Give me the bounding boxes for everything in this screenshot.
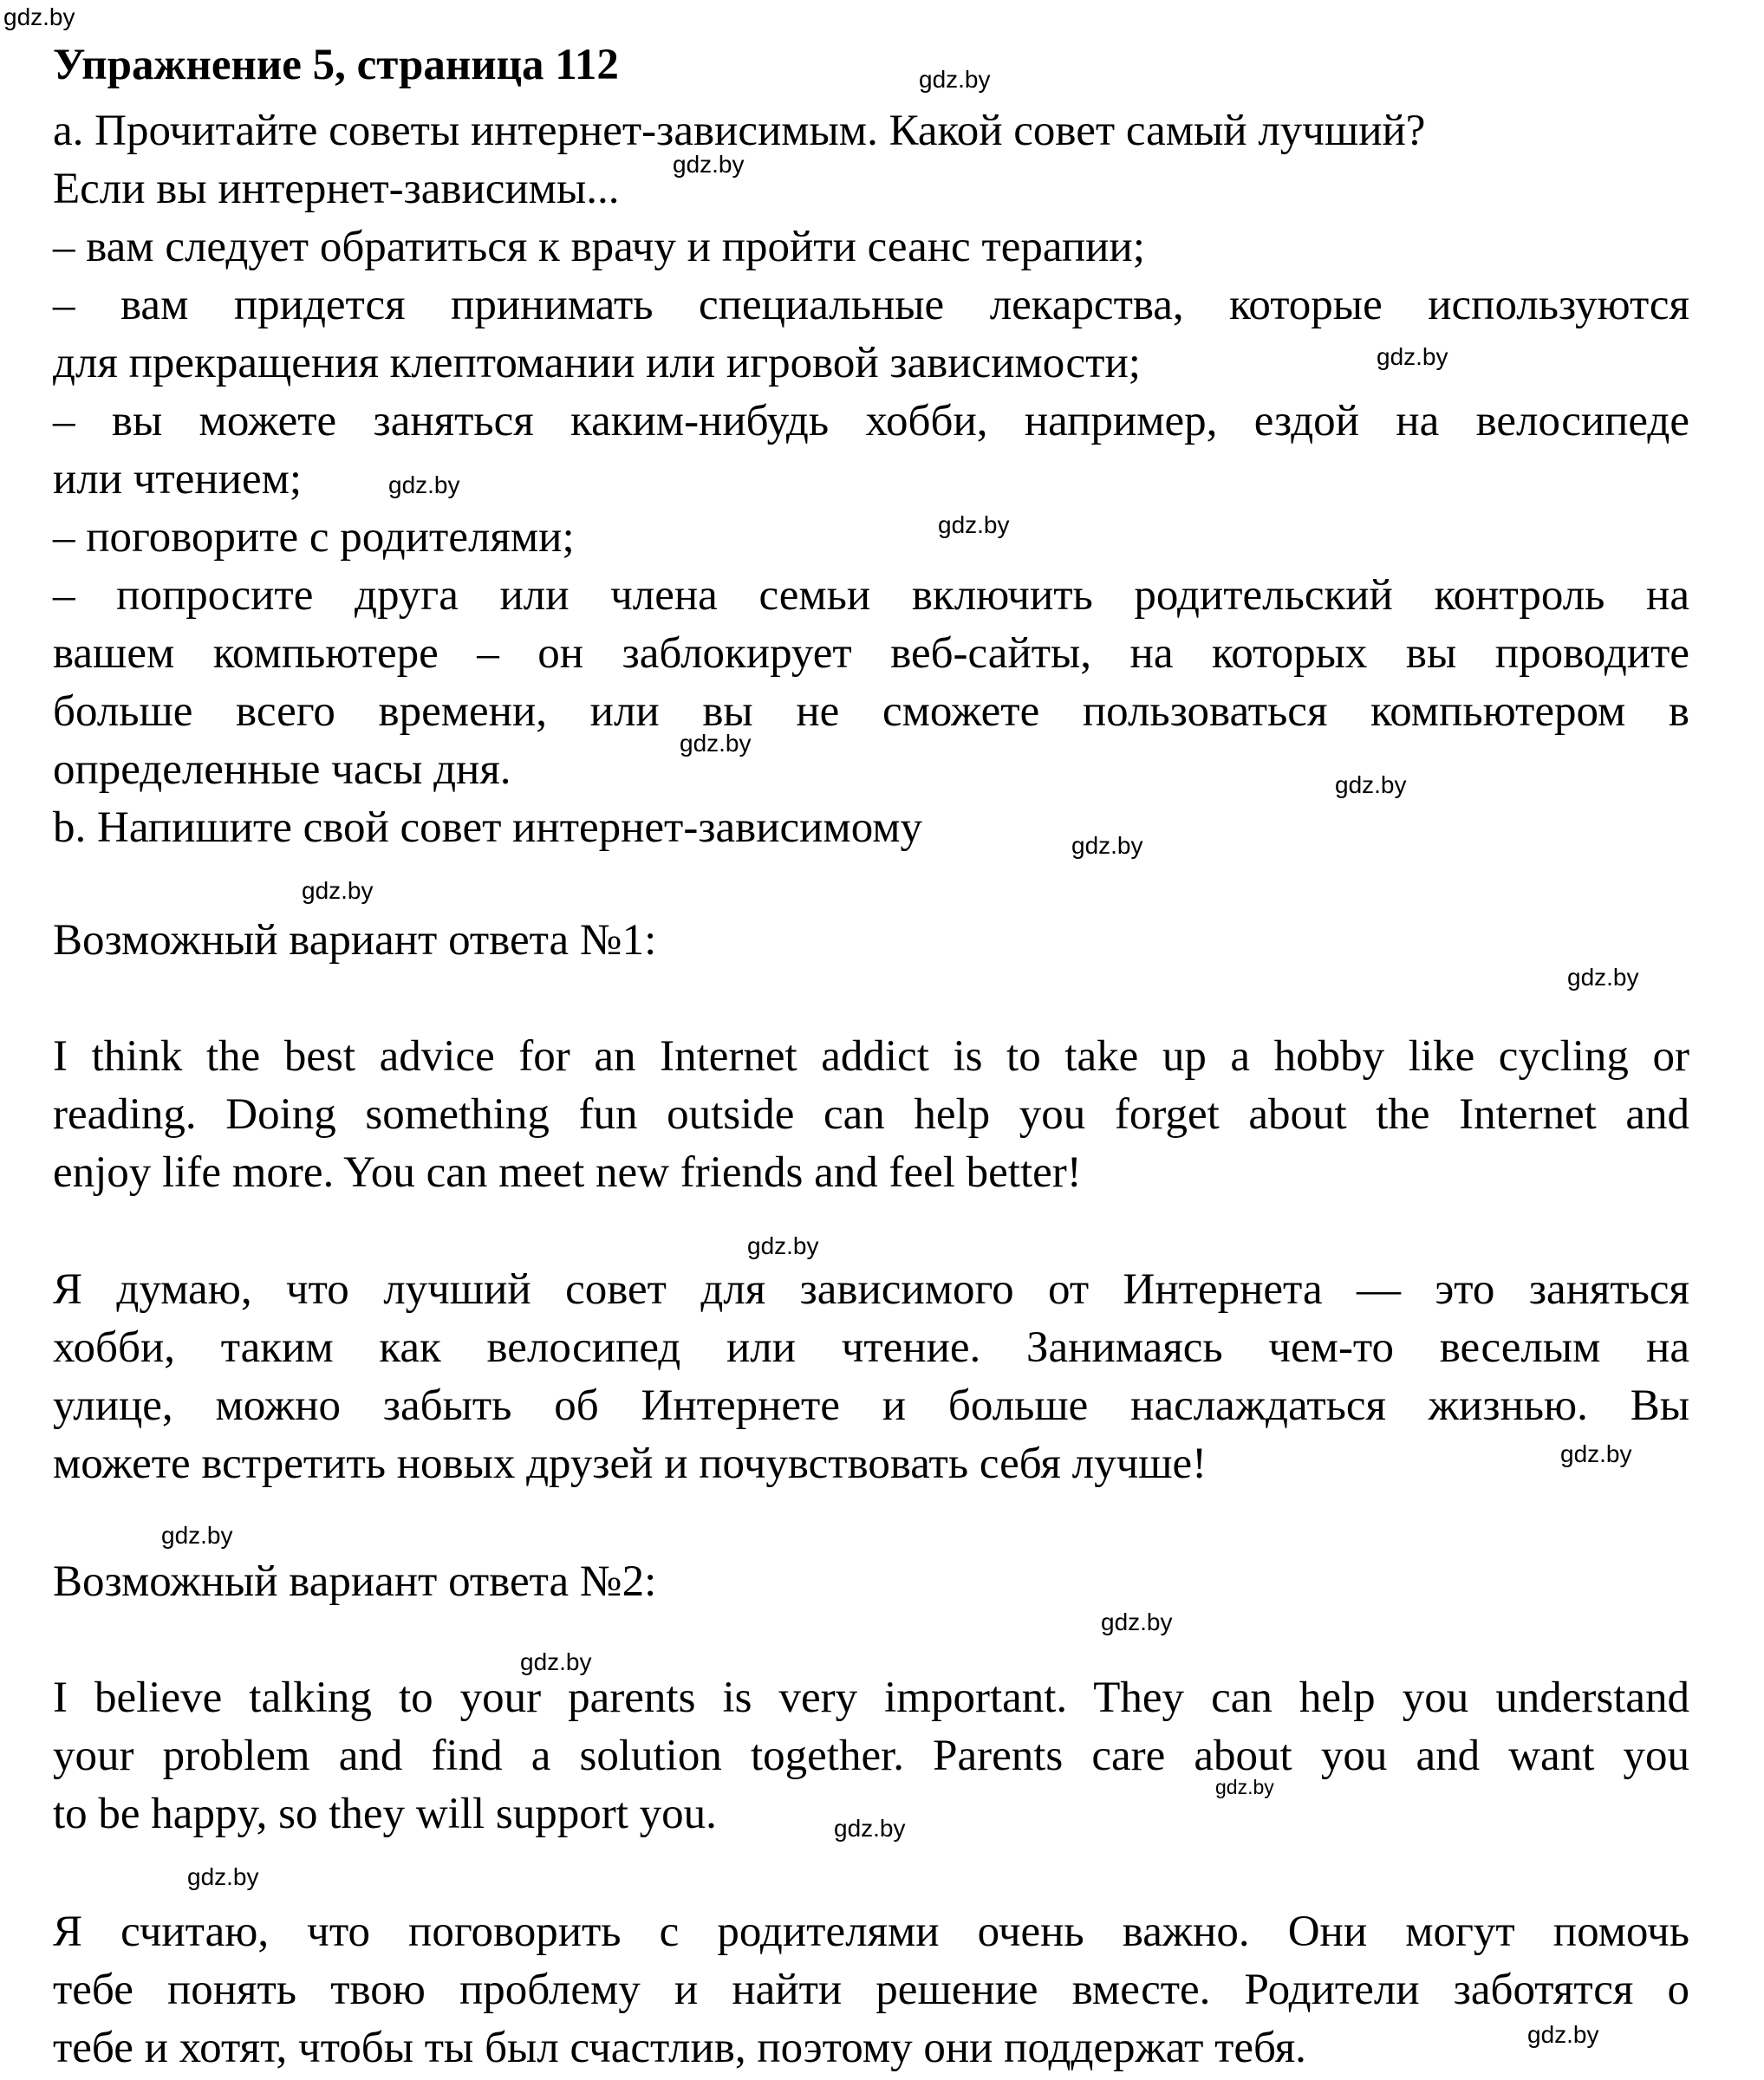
russian-line: тебе и хотят, чтобы ты был счастлив, поэтому они поддержат тебя. (53, 2024, 1306, 2072)
watermark: gdz.by (1560, 1440, 1632, 1467)
english-line: your problem and find a solution together. Parents care about you and want you (53, 1732, 1689, 1780)
advice-item: определенные часы дня. (53, 745, 511, 794)
watermark: gdz.by (1101, 1609, 1173, 1635)
russian-line: Я считаю, что поговорить с родителями очень важно. Они могут помочь (53, 1908, 1689, 1956)
english-line: I think the best advice for an Internet addict is to take up a hobby like cycling or (53, 1032, 1689, 1081)
answer-1-russian (53, 1261, 1689, 1493)
watermark: gdz.by (161, 1522, 233, 1549)
russian-line: тебе понять твою проблему и найти решение вместе. Родители заботятся о (53, 1966, 1689, 2014)
watermark: gdz.by (673, 151, 745, 178)
watermark: gdz.by (1215, 1776, 1274, 1798)
advice-item: – вам следует обратиться к врачу и пройти сеанс терапии; (53, 223, 1145, 271)
advice-item: – попросите друга или члена семьи включить родительский контроль на (53, 571, 1689, 620)
russian-line: можете встретить новых друзей и почувствовать себя лучше! (53, 1440, 1207, 1488)
task-a-line: Если вы интернет-зависимы... (53, 165, 620, 213)
russian-line: хобби, таким как велосипед или чтение. Занимаясь чем-то веселым на (53, 1323, 1689, 1372)
answer-2-russian (53, 1903, 1689, 2077)
watermark: gdz.by (3, 3, 75, 30)
watermark: gdz.by (302, 877, 374, 904)
watermark: gdz.by (1377, 343, 1448, 370)
watermark: gdz.by (680, 730, 752, 757)
task-a-text (53, 102, 1689, 857)
russian-line: улице, можно забыть об Интернете и больше наслаждаться жизнью. Вы (53, 1381, 1689, 1430)
page-title: Упражнение 5, страница 112 (53, 41, 619, 89)
watermark: gdz.by (919, 66, 991, 93)
task-b-line: b. Напишите свой совет интернет-зависимому (53, 803, 922, 852)
watermark: gdz.by (520, 1648, 592, 1675)
english-line: I believe talking to your parents is very important. They can help you understand (53, 1674, 1689, 1722)
advice-item: для прекращения клептомании или игровой зависимости; (53, 339, 1141, 387)
advice-item: – вам придется принимать специальные лекарства, которые используются (53, 281, 1689, 329)
answer-heading: Возможный вариант ответа №1: (53, 916, 657, 965)
advice-item: больше всего времени, или вы не сможете пользоваться компьютером в (53, 687, 1689, 736)
advice-item: или чтением; (53, 455, 303, 504)
english-line: enjoy life more. You can meet new friends and feel better! (53, 1148, 1082, 1197)
answer-2-heading (53, 1553, 1689, 1611)
advice-item: – поговорите с родителями; (53, 513, 575, 562)
watermark: gdz.by (187, 1863, 259, 1890)
watermark: gdz.by (834, 1815, 906, 1842)
watermark: gdz.by (938, 511, 1010, 538)
advice-item: вашем компьютере – он заблокирует веб-сайты, на которых вы проводите (53, 629, 1689, 678)
watermark: gdz.by (1335, 771, 1407, 798)
answer-1-english (53, 1028, 1689, 1202)
watermark: gdz.by (1071, 832, 1143, 859)
watermark: gdz.by (1527, 2021, 1599, 2048)
english-line: reading. Doing something fun outside can help you forget about the Internet and (53, 1090, 1689, 1139)
task-a-line: a. Прочитайте советы интернет-зависимым. Какой совет самый лучший? (53, 107, 1426, 155)
english-line: to be happy, so they will support you. (53, 1790, 717, 1838)
answer-heading: Возможный вариант ответа №2: (53, 1557, 657, 1606)
watermark: gdz.by (388, 471, 460, 498)
russian-line: Я думаю, что лучший совет для зависимого от Интернета — это заняться (53, 1265, 1689, 1314)
answer-1-heading (53, 912, 1689, 970)
watermark: gdz.by (747, 1232, 819, 1259)
advice-item: – вы можете заняться каким-нибудь хобби, например, ездой на велосипеде (53, 397, 1689, 445)
watermark: gdz.by (1567, 964, 1639, 991)
